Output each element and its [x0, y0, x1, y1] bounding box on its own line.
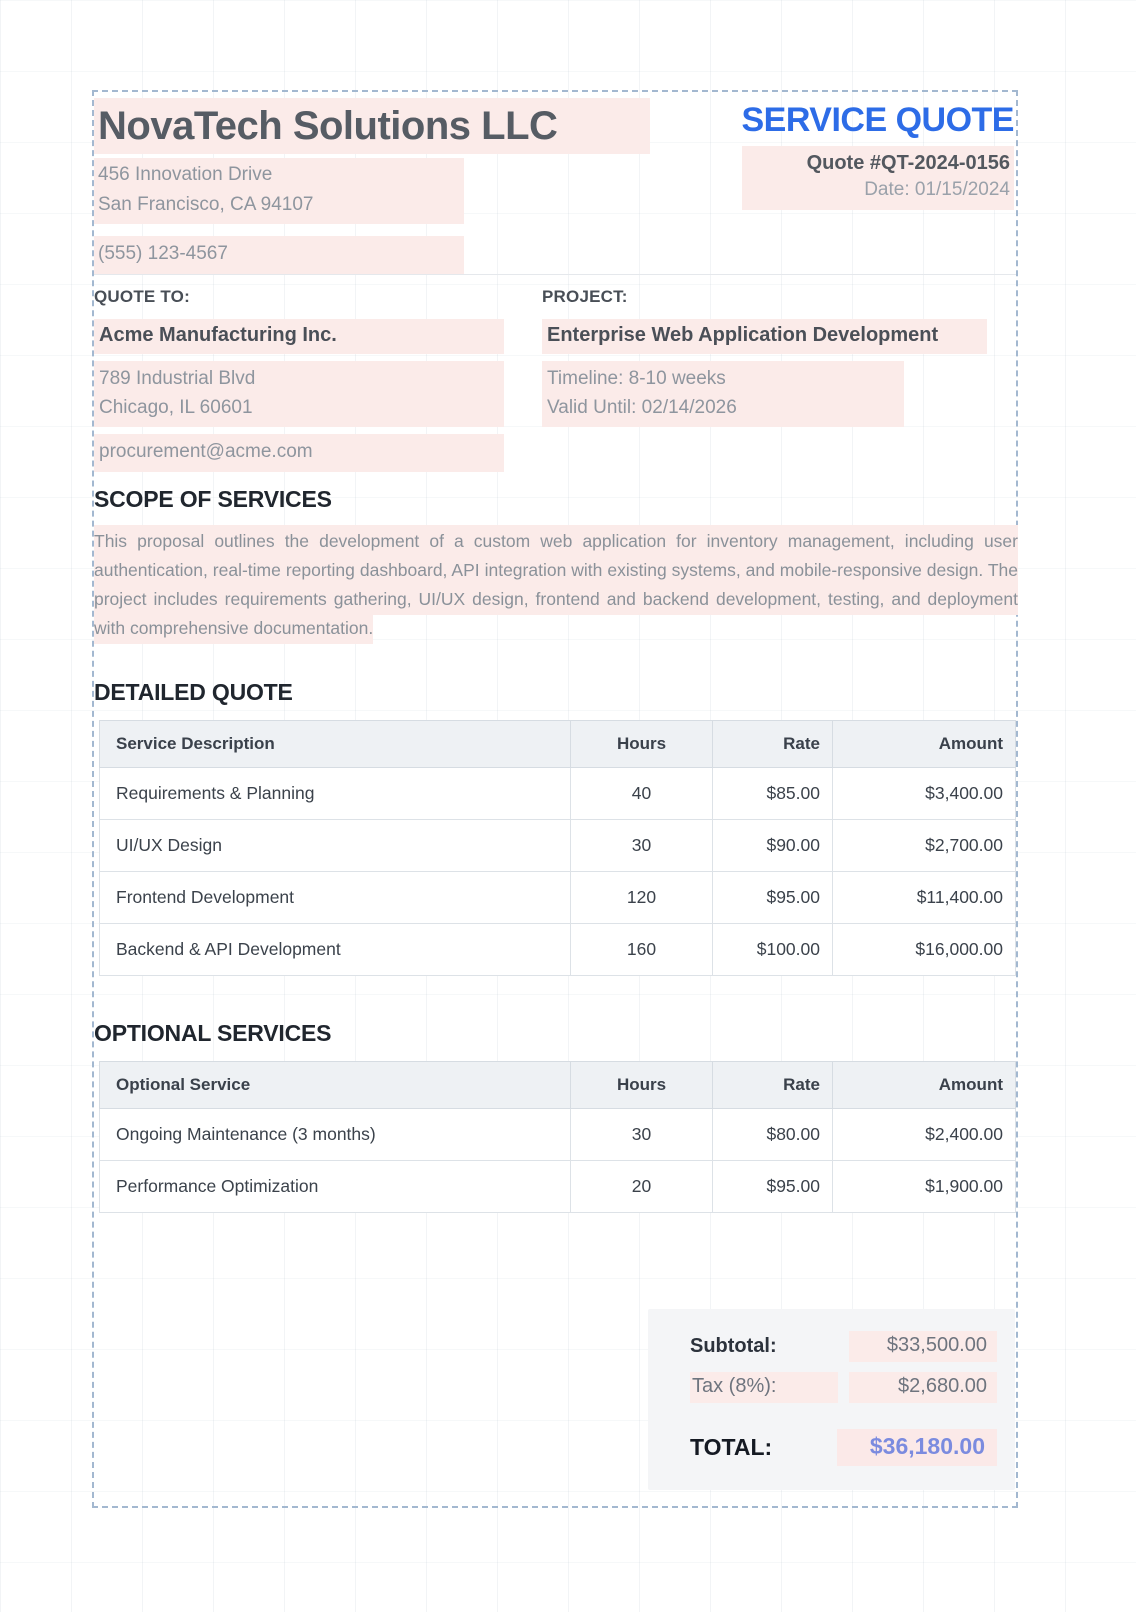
company-block [94, 98, 650, 274]
cell-amount: $1,900.00 [833, 1161, 1016, 1213]
cell-description: Requirements & Planning [100, 768, 571, 820]
total-value: $36,180.00 [837, 1429, 997, 1466]
cell-rate: $80.00 [713, 1109, 833, 1161]
project-valid-until: Valid Until: 02/14/2026 [547, 397, 737, 418]
cell-rate: $95.00 [713, 872, 833, 924]
cell-rate: $90.00 [713, 820, 833, 872]
cell-rate: $95.00 [713, 1161, 833, 1213]
column-header-amount: Amount [833, 1062, 1016, 1109]
header-row [100, 1062, 1016, 1109]
client-name: Acme Manufacturing Inc. [94, 319, 504, 354]
cell-hours: 40 [571, 768, 713, 820]
project-name: Enterprise Web Application Development [542, 319, 987, 354]
cell-description: Backend & API Development [100, 924, 571, 976]
quote-header-block [742, 98, 1017, 274]
column-header-rate: Rate [713, 721, 833, 768]
client-address-line1: 789 Industrial Blvd [99, 368, 256, 389]
parties-section [94, 275, 1016, 472]
column-header-rate: Rate [713, 1062, 833, 1109]
detailed-quote-heading: DETAILED QUOTE [94, 679, 293, 705]
total-row [690, 1429, 997, 1466]
cell-rate: $85.00 [713, 768, 833, 820]
column-header-service-description: Service Description [100, 721, 571, 768]
table-row [100, 872, 1016, 924]
table-row [100, 1109, 1016, 1161]
column-header-amount: Amount [833, 721, 1016, 768]
client-address [94, 361, 504, 427]
detailed-quote-table-body [100, 768, 1016, 976]
cell-amount: $11,400.00 [833, 872, 1016, 924]
tax-label: Tax (8%): [690, 1372, 838, 1403]
company-phone: (555) 123-4567 [94, 236, 464, 274]
quote-date: Date: 01/15/2024 [864, 179, 1010, 200]
client-address-line2: Chicago, IL 60601 [99, 397, 253, 418]
tax-row [690, 1372, 997, 1403]
column-header-hours: Hours [571, 1062, 713, 1109]
scope-paragraph [94, 527, 1018, 643]
tax-value: $2,680.00 [849, 1372, 997, 1403]
company-address-line2: San Francisco, CA 94107 [98, 194, 314, 215]
cell-amount: $2,400.00 [833, 1109, 1016, 1161]
company-address [94, 158, 464, 224]
optional-services-heading: OPTIONAL SERVICES [94, 1020, 332, 1046]
scope-heading: SCOPE OF SERVICES [94, 486, 332, 512]
optional-services-table-body [100, 1109, 1016, 1213]
table-row [100, 768, 1016, 820]
optional-services-table-header [100, 1062, 1016, 1109]
project-label: PROJECT: [542, 287, 628, 306]
cell-amount: $16,000.00 [833, 924, 1016, 976]
header-row [100, 721, 1016, 768]
detailed-quote-table [99, 720, 1016, 976]
document-title: SERVICE QUOTE [741, 101, 1014, 139]
table-row [100, 924, 1016, 976]
subtotal-value: $33,500.00 [849, 1331, 997, 1362]
client-email: procurement@acme.com [94, 434, 504, 472]
subtotal-row [690, 1331, 997, 1362]
quote-number: Quote #QT-2024-0156 [806, 152, 1010, 174]
quote-meta [742, 146, 1015, 210]
project-timeline: Timeline: 8-10 weeks [547, 368, 726, 389]
cell-description: Performance Optimization [100, 1161, 571, 1213]
cell-hours: 120 [571, 872, 713, 924]
company-name: NovaTech Solutions LLC [94, 98, 650, 154]
cell-description: Ongoing Maintenance (3 months) [100, 1109, 571, 1161]
cell-amount: $3,400.00 [833, 768, 1016, 820]
optional-services-table [99, 1061, 1016, 1213]
table-row [100, 1161, 1016, 1213]
column-header-optional-service: Optional Service [100, 1062, 571, 1109]
cell-hours: 20 [571, 1161, 713, 1213]
cell-hours: 30 [571, 820, 713, 872]
quote-to-label: QUOTE TO: [94, 287, 190, 306]
cell-hours: 160 [571, 924, 713, 976]
scope-paragraph-text: This proposal outlines the development of a custom web application for inventory management, including user authentication, real-time reporting dashboard, API integration with existing systems, and mobile-responsive design. The project includes requirements gathering, UI/UX design, frontend and backend development, testing, and deployment with comprehensive documentation. [94, 525, 1018, 644]
cell-rate: $100.00 [713, 924, 833, 976]
project-details [542, 361, 904, 427]
document-header [94, 92, 1016, 275]
quote-to-block [94, 287, 542, 472]
cell-amount: $2,700.00 [833, 820, 1016, 872]
detailed-quote-table-header [100, 721, 1016, 768]
company-address-line1: 456 Innovation Drive [98, 164, 273, 185]
project-block [542, 287, 1016, 472]
cell-description: UI/UX Design [100, 820, 571, 872]
quote-document-page [92, 90, 1018, 1508]
table-row [100, 820, 1016, 872]
cell-description: Frontend Development [100, 872, 571, 924]
column-header-hours: Hours [571, 721, 713, 768]
subtotal-label: Subtotal: [690, 1335, 777, 1357]
totals-panel [648, 1309, 1015, 1490]
total-label: TOTAL: [690, 1434, 773, 1460]
cell-hours: 30 [571, 1109, 713, 1161]
